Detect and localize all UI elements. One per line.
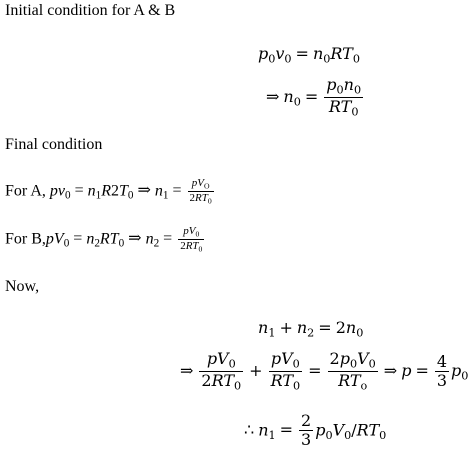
equation-solve-p: ⇒ $\frac{pV_0}{2RT_0}$ + $\frac{pV_0}{RT_0}$ = $\frac{2p_0V_0}{RT_o}$ ⇒ p = $\frac{4}{3}$ $p_0$ xyxy=(180,349,468,393)
heading-initial-condition: Initial condition for A & B xyxy=(5,2,176,19)
label-for-a: For A, xyxy=(5,182,46,200)
label-for-b: For B, xyxy=(5,230,46,248)
heading-final-condition: Final condition xyxy=(5,136,103,153)
equation-result-n1: ∴ $n_1$ = $\frac{2}{3}$ $p_0V_0/RT_0$ xyxy=(244,411,387,450)
equation-for-b: For $B,pV_0 = n_2RT_0$ ⇒ $n_2$ = $\frac{pV_0}{2RT_0}$ xyxy=(5,225,203,254)
equation-sum-moles: $n_1 + n_2 = 2n_0$ xyxy=(258,318,364,340)
equation-for-a: For A, $pv_0 = n_1R2T_0$ ⇒ $n_1$ = $\frac{pV_O}{2RT_0}$ xyxy=(5,177,212,206)
equation-n0: ⇒ $n_0$ = $\frac{p_0n_0}{RT_0}$ xyxy=(266,75,362,119)
heading-now: Now, xyxy=(5,278,40,295)
equation-initial-state: $p_0v_0 = n_0RT_0$ xyxy=(258,44,360,66)
